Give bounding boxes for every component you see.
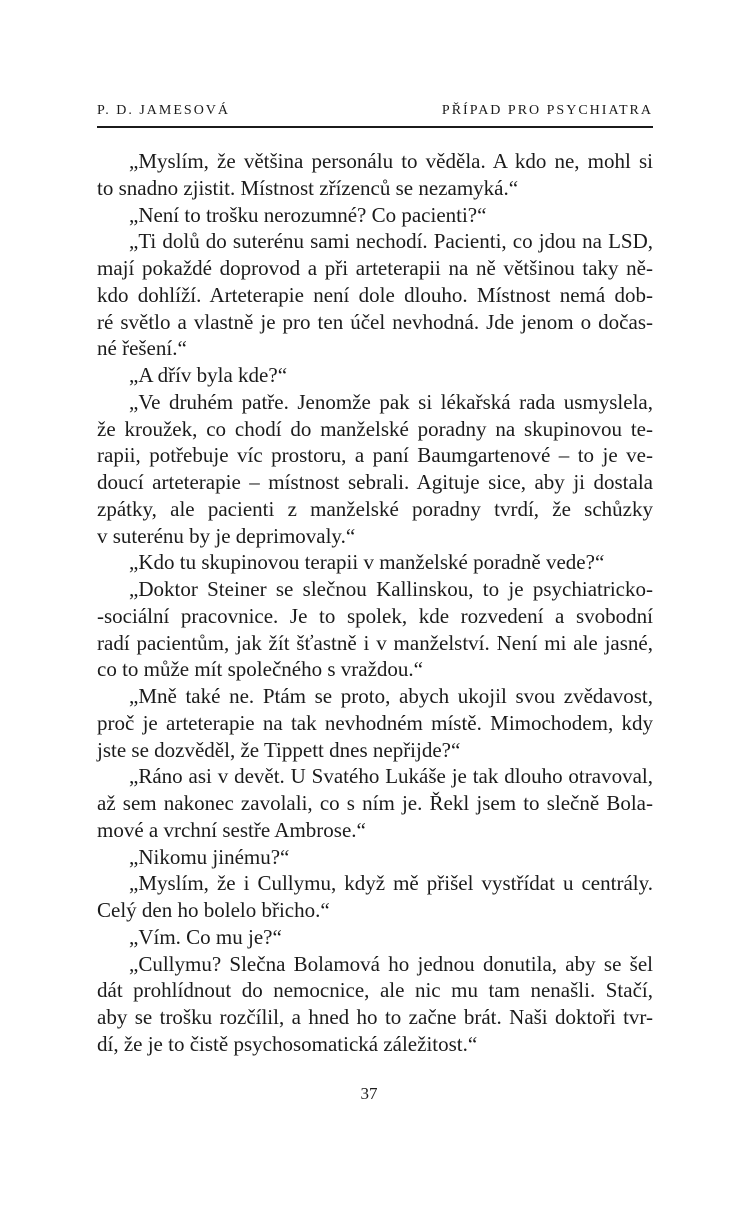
paragraph <box>97 228 653 362</box>
paragraph-line: to snadno zjistit. Místnost zřízenců se nezamyká.“ <box>97 175 519 200</box>
paragraph-line: mají pokaždé doprovod a při arteterapii na ně většinou taky ně- <box>97 256 653 280</box>
paragraph-line: „Kdo tu skupinovou terapii v manželské poradně vede?“ <box>129 550 605 575</box>
paragraph-line: v suterénu by je deprimovaly.“ <box>97 523 356 548</box>
paragraph-line: „A dřív byla kde?“ <box>129 363 288 387</box>
paragraph <box>97 148 653 202</box>
paragraph-line: proč je arteterapie na tak nevhodném místě. Mimochodem, kdy <box>97 710 653 735</box>
paragraph <box>97 870 653 924</box>
paragraph-line: až sem nakonec zavolali, co s ním je. Řekl jsem to slečně Bola- <box>97 791 653 815</box>
paragraph <box>97 549 653 576</box>
paragraph-line: „Vím. Co mu je?“ <box>129 924 282 949</box>
paragraph-line: „Myslím, že i Cullymu, když mě přišel vystřídat u centrály. <box>129 871 653 896</box>
running-header <box>97 103 653 119</box>
paragraph <box>97 576 653 683</box>
paragraph <box>97 951 653 1058</box>
paragraph-line: že kroužek, co chodí do manželské poradny na skupinovou te- <box>97 416 653 441</box>
paragraph-line: „Není to trošku nerozumné? Co pacienti?“ <box>129 202 487 227</box>
header-rule <box>97 126 653 128</box>
page-number: 37 <box>360 1084 378 1103</box>
paragraph-line: -sociální pracovnice. Je to spolek, kde rozvedení a svobodní <box>97 603 653 628</box>
paragraph-line: „Doktor Steiner se slečnou Kallinskou, to je psychiatricko- <box>129 577 653 601</box>
paragraph-line: né řešení.“ <box>97 336 187 361</box>
paragraph-line: zpátky, ale pacienti z manželské poradny tvrdí, že schůzky <box>97 496 653 521</box>
paragraph-line: aby se trošku rozčílil, a hned ho to začne brát. Naši doktoři tvr- <box>97 1005 653 1029</box>
paragraph <box>97 763 653 843</box>
paragraph-line: co to může mít společného s vraždou.“ <box>97 657 423 682</box>
paragraph-line: kdo dohlíží. Arteterapie není dole dlouho. Místnost nemá dob- <box>97 282 653 307</box>
paragraph-line: „Ráno asi v devět. U Svatého Lukáše je tak dlouho otravoval, <box>129 764 653 789</box>
page-content <box>97 103 653 1058</box>
paragraph-line: ré světlo a vlastně je pro ten účel nevhodná. Jde jenom o dočas- <box>97 309 653 334</box>
paragraph <box>97 202 653 229</box>
running-header-title: PŘÍPAD PRO PSYCHIATRA <box>441 103 653 118</box>
paragraph-line: Celý den ho bolelo břicho.“ <box>97 898 330 922</box>
paragraph <box>97 362 653 389</box>
body-text <box>97 148 653 1058</box>
paragraph-line: „Myslím, že většina personálu to věděla. A kdo ne, mohl si <box>129 149 653 173</box>
paragraph-line: „Cullymu? Slečna Bolamová ho jednou donutila, aby se šel <box>129 951 653 976</box>
paragraph-line: „Ve druhém patře. Jenomže pak si lékařská rada usmyslela, <box>129 389 653 414</box>
paragraph-line: radí pacientům, jak žít šťastně i v manželství. Není mi ale jasné, <box>97 630 653 655</box>
paragraph-line: mové a vrchní sestře Ambrose.“ <box>97 817 366 842</box>
paragraph-line: jste se dozvěděl, že Tippett dnes nepřijde?“ <box>97 737 461 762</box>
paragraph-line: dát prohlídnout do nemocnice, ale nic mu tam nenašli. Stačí, <box>97 978 653 1003</box>
paragraph-line: „Ti dolů do suterénu sami nechodí. Pacienti, co jdou na LSD, <box>129 229 653 254</box>
paragraph <box>97 683 653 763</box>
paragraph-line: doucí arteterapie – místnost sebrali. Agituje sice, aby ji dostala <box>97 470 653 494</box>
paragraph-line: „Mně také ne. Ptám se proto, abych ukojil svou zvědavost, <box>129 684 653 708</box>
paragraph <box>97 389 653 550</box>
running-header-author: P. D. JAMESOVÁ <box>97 103 231 118</box>
paragraph-line: „Nikomu jinému?“ <box>129 844 290 869</box>
paragraph <box>97 924 653 951</box>
paragraph-line: rapii, potřebuje víc prostoru, a paní Baumgartenové – to je ve- <box>97 443 653 468</box>
paragraph-line: dí, že je to čistě psychosomatická záležitost.“ <box>97 1031 478 1056</box>
paragraph <box>97 844 653 871</box>
